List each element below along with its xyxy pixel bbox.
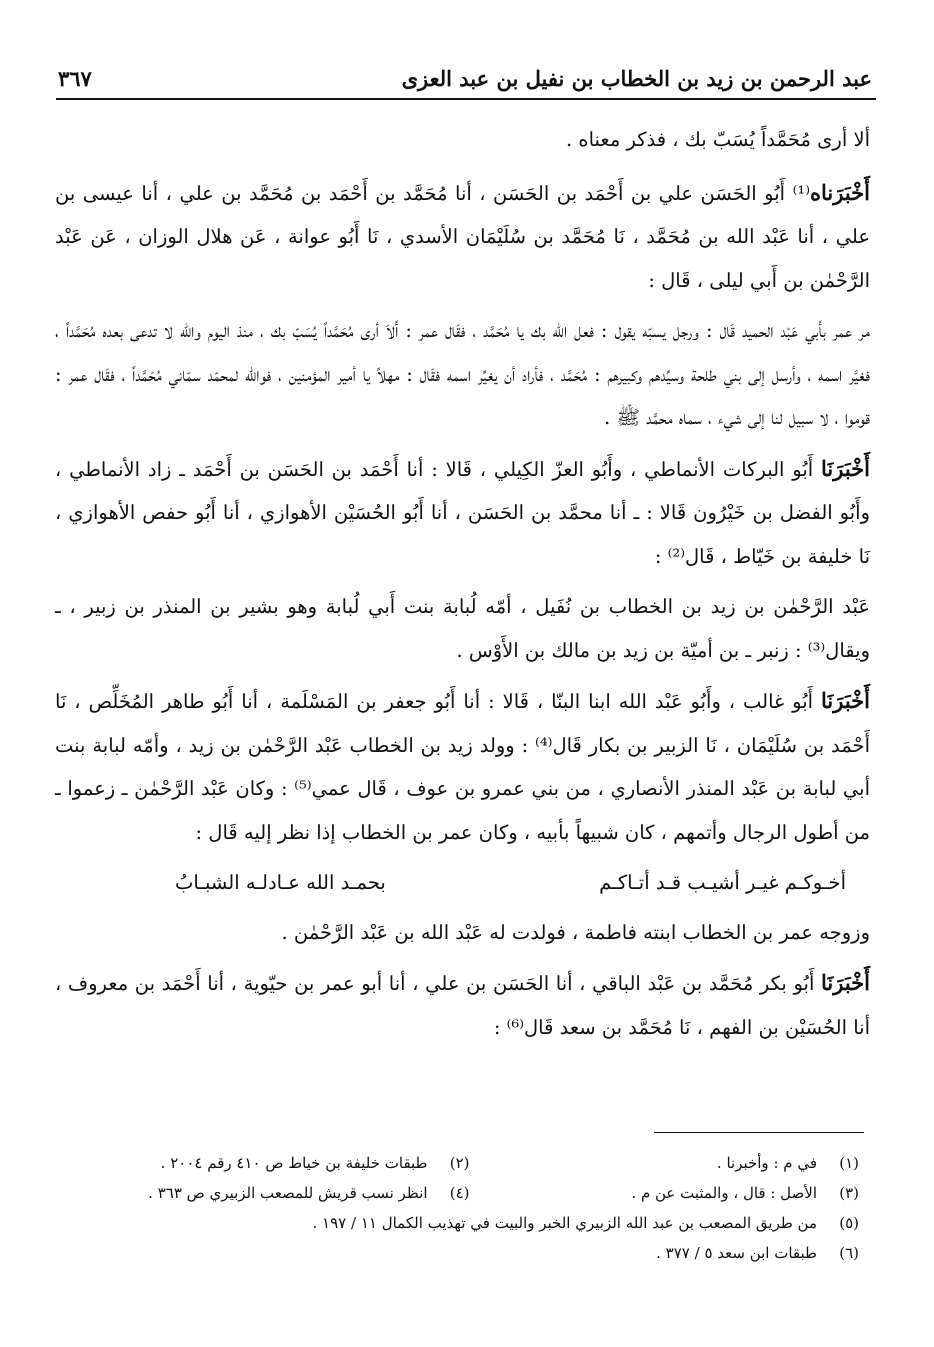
footnote-row xyxy=(80,1148,859,1178)
lead-word: أَخْبَرَنَا xyxy=(821,455,870,481)
footnote-number: (٢) xyxy=(449,1154,470,1172)
paragraph-2 xyxy=(55,171,870,303)
page-number: ٣٦٧ xyxy=(58,65,92,91)
footnote-number: (٥) xyxy=(839,1214,859,1232)
paragraph-text: ⁽¹⁾ أَبُو الحَسَن علي بن أَحْمَد بن الحَسَن ، أنا مُحَمَّد بن أَحْمَد بن مُحَمَّد بن علي ، أنا عيسى بن علي ، أنا عَبْد الله بن مُحَمَّد ، نَا مُحَمَّد بن سُلَيْمَان الأسدي ، نَا أَبُو عوانة ، عَن هلال الوزان ، عَن عَبْد الرَّحْمٰن بن أَبي ليلى ، قَال : xyxy=(55,181,870,292)
footnote-text: الأصل : قال ، والمثبت عن م . xyxy=(631,1184,817,1202)
paragraph-7: وزوجه عمر بن الخطاب ابنته فاطمة ، فولدت له عَبْد الله بن عَبْد الرَّحْمٰن . xyxy=(281,920,870,944)
footnote-3 xyxy=(470,1178,860,1208)
lead-word: أَخْبَرَنَا xyxy=(821,688,870,713)
poem-hemistich-first: أخـوكـم غيـر أشيـب قـد أتـاكـم xyxy=(599,871,846,894)
footnote-text: في م : وأخبرنا . xyxy=(716,1154,817,1172)
main-text xyxy=(55,118,870,1056)
poem-hemistich-second: بحمـد الله عـادلـه الشبـابُ xyxy=(175,871,386,894)
footnote-number: (١) xyxy=(839,1154,859,1172)
header-divider xyxy=(56,98,876,100)
lead-word: أَخْبَرَناه xyxy=(810,179,870,205)
footnote-4 xyxy=(80,1178,470,1208)
footnote-6 xyxy=(80,1238,859,1268)
lead-word: أَخْبَرَنَا xyxy=(821,970,870,995)
paragraph-4 xyxy=(55,447,870,579)
footnote-5 xyxy=(80,1208,859,1238)
footnote-number: (٤) xyxy=(449,1184,470,1202)
footnote-text: انظر نسب قريش للمصعب الزبيري ص ٣٦٣ . xyxy=(148,1184,428,1202)
footnote-divider xyxy=(654,1132,864,1133)
poem-verse xyxy=(55,861,870,905)
footnote-number: (٣) xyxy=(839,1184,859,1202)
footnote-2 xyxy=(80,1148,470,1178)
footnote-text: من طريق المصعب بن عبد الله الزبيري الخبر والبيت في تهذيب الكمال ١١ / ١٩٧ . xyxy=(312,1214,817,1232)
footnote-text: طبقات خليفة بن خياط ص ٤١٠ رقم ٢٠٠٤ . xyxy=(160,1154,428,1172)
paragraph-text: أَبُو البركات الأنماطي ، وأَبُو العزّ الكِيلي ، قَالا : أنا أَحْمَد بن الحَسَن بن أَحْمَد ـ زاد الأنماطي ، وأَبُو الفضل بن خَيْرُون قَالا : ـ أنا محمَّد بن الحَسَن ، أنا أَبُو الحُسَيْن الأهوازي ، أنا أَبُو حفص الأهوازي ، نَا خليفة بن خَيّاط ، قَال⁽²⁾ : xyxy=(55,457,870,568)
running-title: عبد الرحمن بن زيد بن الخطاب بن نفيل بن عبد العزى xyxy=(401,65,872,91)
paragraph-5: عَبْد الرَّحْمٰن بن زيد بن الخطاب بن نُفَيل ، أمّه لُبابة بنت أَبي لُبابة وهو بشير بن المنذر بن زبير ، ـ ويقال⁽³⁾ : زنبر ـ بن أميّة بن زيد بن مالك بن الأَوْس . xyxy=(55,595,870,662)
running-header xyxy=(58,58,872,98)
paragraph-3: مر عمر بأَبي عَبْد الحميد قَال : ورجل يسبّه يقول : فعل الله بك يا مُحَمَّد ، فقَال عمر : أَلاَ أرى مُحَمَّداً يُسَبّ بك ، منذ اليوم والله لا تدعى بعده مُحَمَّداً ، فغيَّر اسمه ، وأرسل إلى بني طلحة وسيِّدهم وكبيرهم : مُحَمَّد ، فأراد أن يغيِّر اسمه فقَال : مهلاً يا أمير المؤمنين ، فوالله لمحمّد سمّاني مُحَمَّداً ، فقَال عمر : قوموا ، لا سبيل لنا إلى شيء ، سماه محمَّد ﷺ . xyxy=(55,319,870,429)
footnote-1 xyxy=(470,1148,860,1178)
paragraph-text: أَبُو غالب ، وأَبُو عَبْد الله ابنا البنّا ، قَالا : أنا أَبُو جعفر بن المَسْلَمة ، أنا أَبُو طاهر المُخَلِّص ، نَا أَحْمَد بن سُلَيْمَان ، نَا الزبير بن بكار قَال⁽⁴⁾ : وولد زيد بن الخطاب عَبْد الرَّحْمٰن بن زيد ، وأمّه لبابة بنت أبي لبابة بن عَبْد المنذر الأنصاري ، من بني عمرو بن عوف ، قَال عمي⁽⁵⁾ : وكان عَبْد الرَّحْمٰن ـ زعموا ـ من أطول الرجال وأتمهم ، كان شبيهاً بأبيه ، وكان عمر بن الخطاب إذا نظر إليه قَال : xyxy=(55,690,870,844)
footnote-row xyxy=(80,1178,859,1208)
footnote-number: (٦) xyxy=(839,1244,859,1262)
paragraph-text: أَبُو بكر مُحَمَّد بن عَبْد الباقي ، أنا الحَسَن بن علي ، أنا أبو عمر بن حيّوية ، أنا أَحْمَد بن معروف ، أنا الحُسَيْن بن الفهم ، نَا مُحَمَّد بن سعد قَال⁽⁶⁾ : xyxy=(55,972,870,1039)
paragraph-8 xyxy=(55,961,870,1049)
paragraph-6 xyxy=(55,679,870,854)
footnote-text: طبقات ابن سعد ٥ / ٣٧٧ . xyxy=(656,1244,817,1262)
paragraph-1: ألا أرى مُحَمَّداً يُسَبّ بك ، فذكر معناه . xyxy=(565,128,870,151)
footnotes xyxy=(80,1148,859,1268)
